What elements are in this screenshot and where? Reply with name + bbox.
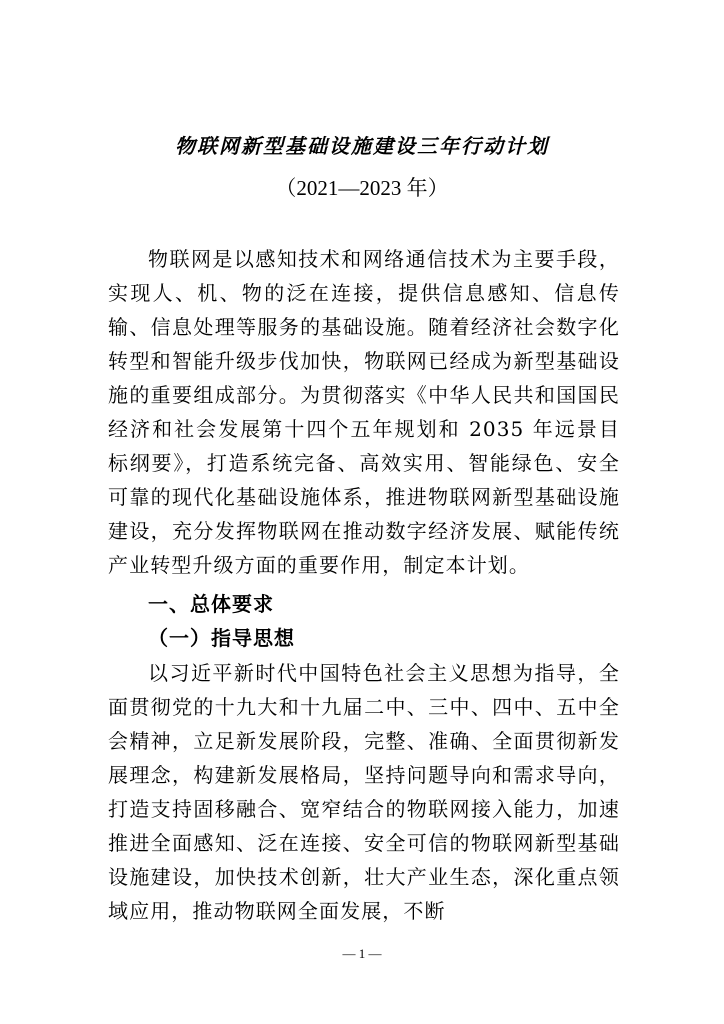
section-heading: 一、总体要求 — [148, 592, 274, 616]
document-title: 物联网新型基础设施建设三年行动计划 — [175, 134, 549, 158]
subsection-heading: （一）指导思想 — [148, 626, 295, 650]
guiding-ideology-paragraph: 以习近平新时代中国特色社会主义思想为指导，全面贯彻党的十九大和十九届二中、三中、四中、五中全会精神，立足新发展阶段，完整、准确、全面贯彻新发展理念，构建新发展格局，坚持问题导向和需求导向，打造支持固移融合、宽窄结合的物联网接入能力，加速推进全面感知、泛在连接、安全可信的物联网新型基础设施建设，加快技术创新，壮大产业生态，深化重点领域应用，推动物联网全面发展，不断 — [108, 661, 620, 923]
intro-paragraph: 物联网是以感知技术和网络通信技术为主要手段，实现人、机、物的泛在连接，提供信息感知、信息传输、信息处理等服务的基础设施。随着经济社会数字化转型和智能升级步伐加快，物联网已经成为新型基础设施的重要组成部分。为贯彻落实《中华人民共和国国民经济和社会发展第十四个五年规划和 2035 年远景目标纲要》，打造系统完备、高效实用、智能绿色、安全可靠的现代化基础设施体系，推进物联网新型基础设施建设，充分发挥物联网在推动数字经济发展、赋能传统产业转型升级方面的重要作用，制定本计划。 — [108, 247, 620, 577]
page-number: — 1 — — [342, 946, 382, 961]
document-subtitle: （2021—2023 年） — [275, 176, 449, 200]
